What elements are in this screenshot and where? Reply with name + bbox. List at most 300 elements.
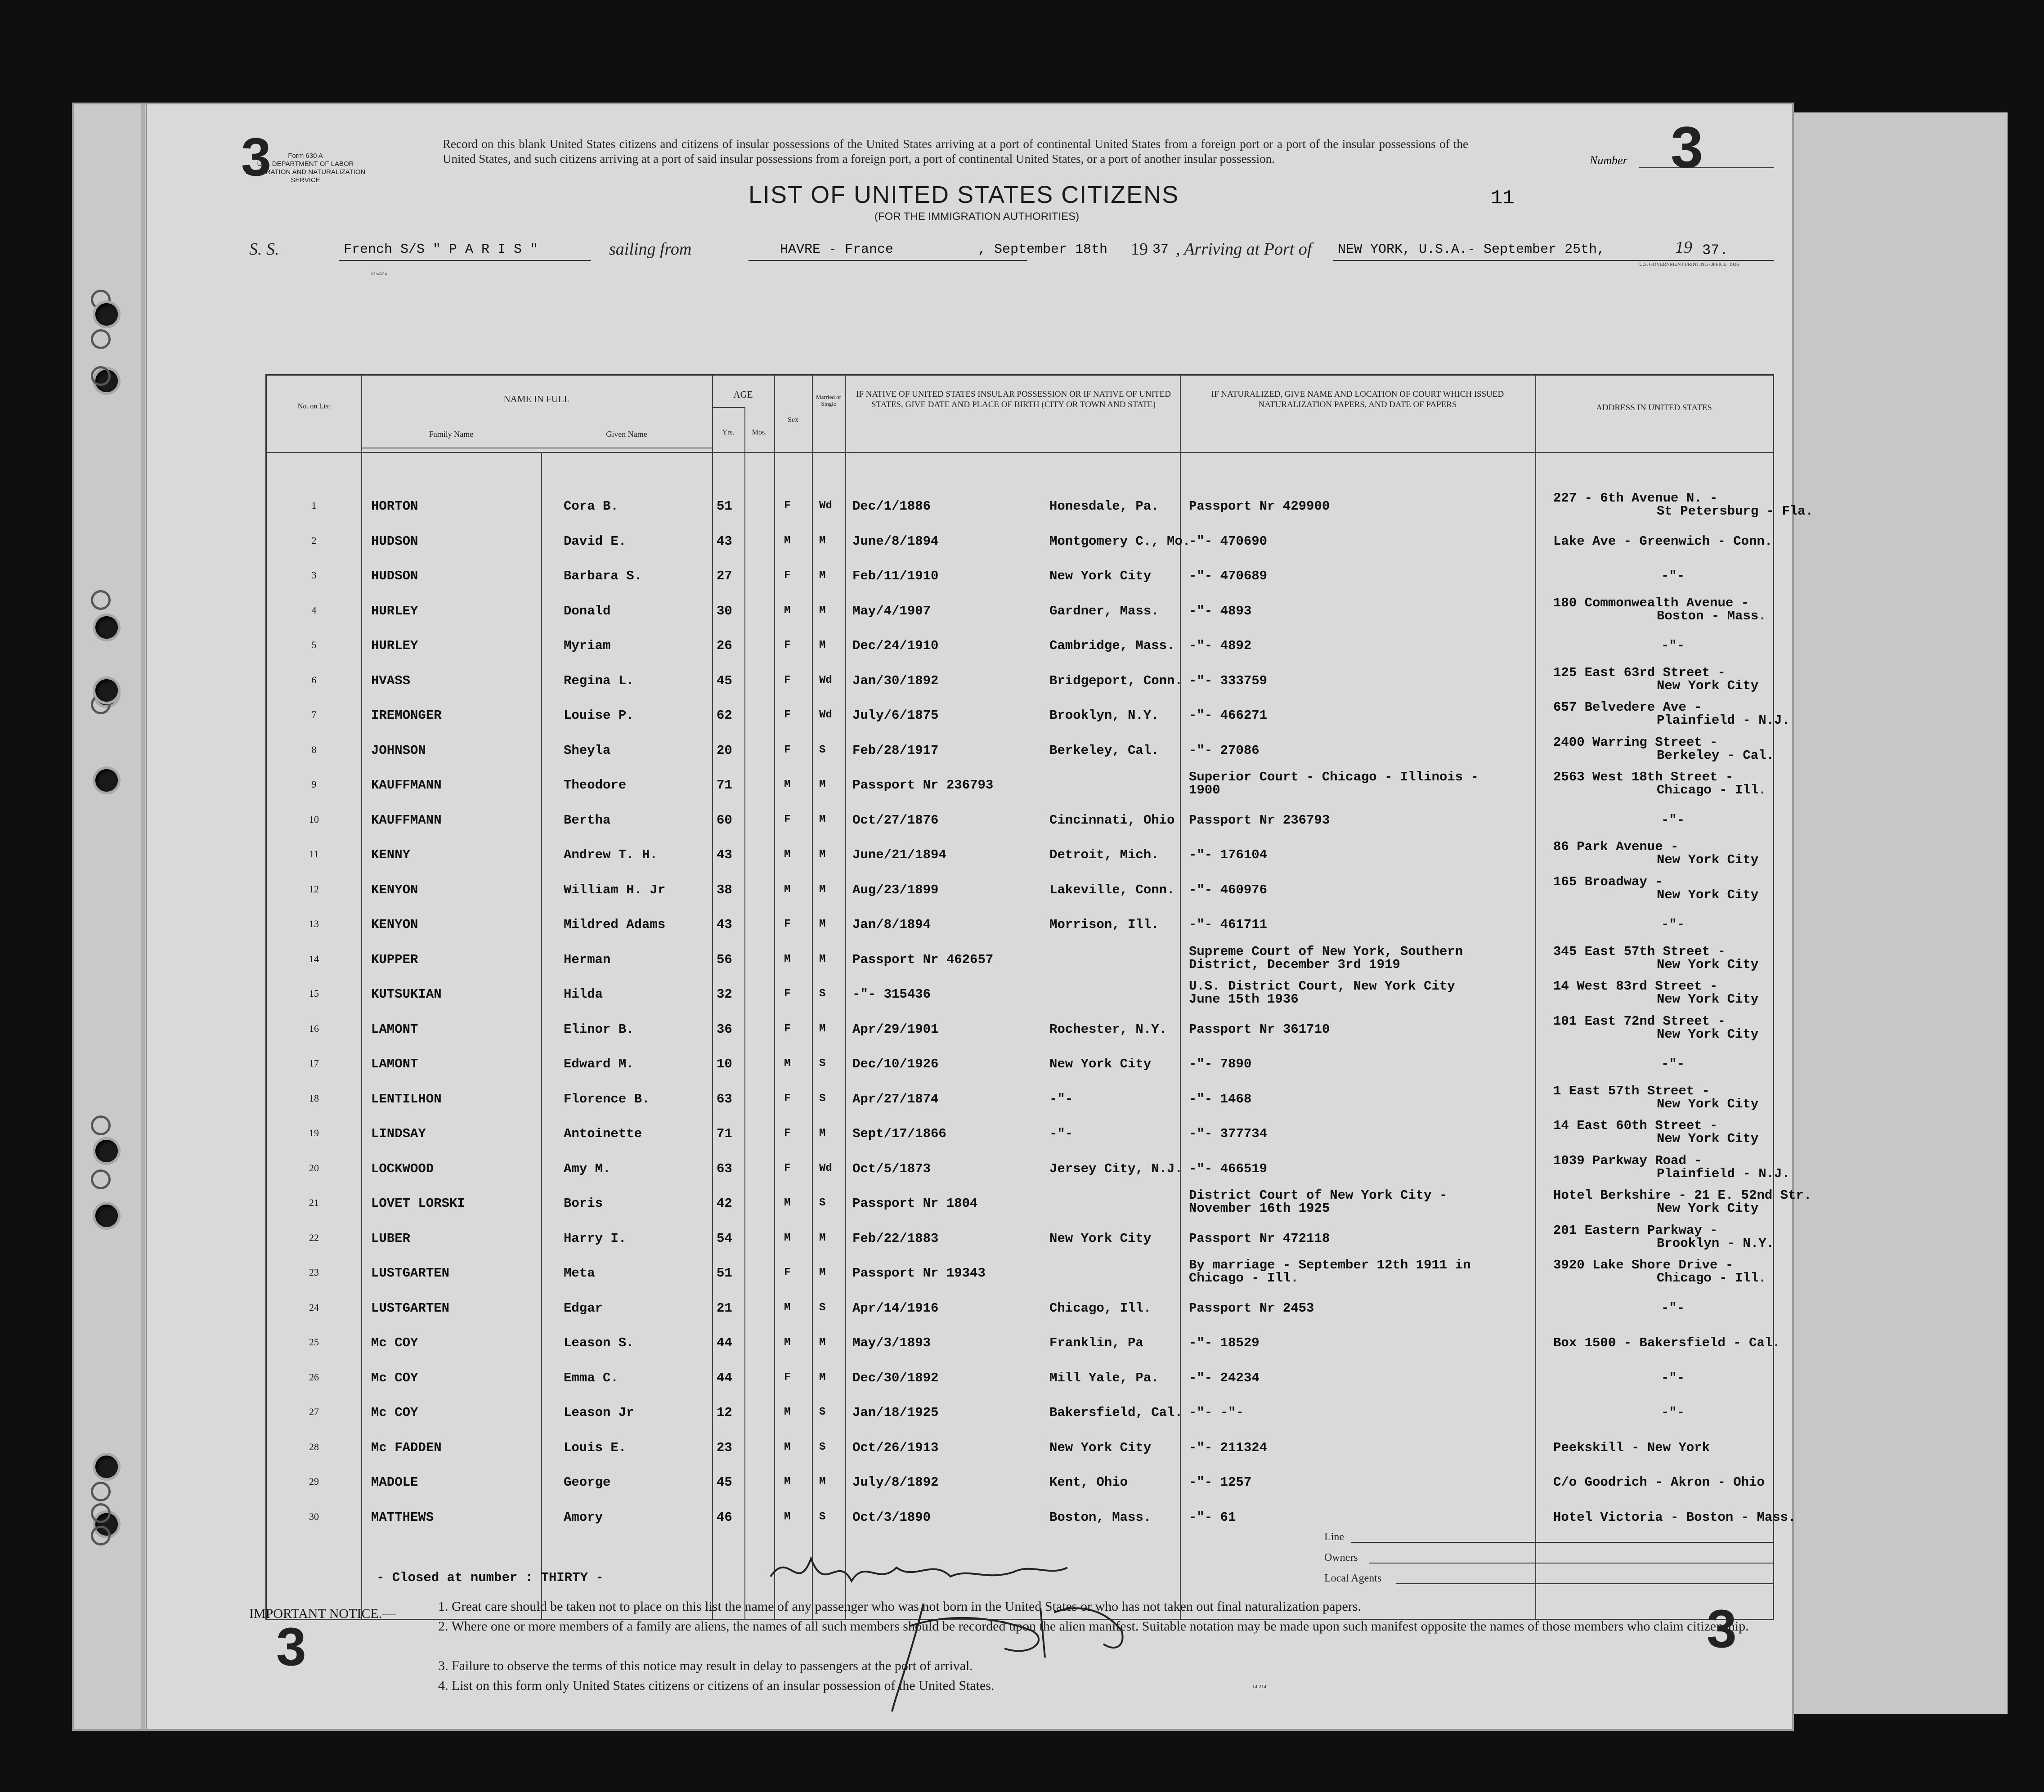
row-number: 28	[309, 1441, 319, 1452]
table-row	[267, 1464, 1773, 1499]
birth-date: July/6/1875	[852, 708, 939, 723]
sex: M	[784, 1057, 791, 1070]
age-years: 60	[717, 812, 732, 828]
us-address	[1553, 840, 1758, 866]
sex: M	[784, 1336, 791, 1348]
naturalization-line-1: Superior Court - Chicago - Illinois -	[1189, 770, 1479, 784]
birth-date: Passport Nr 19343	[852, 1266, 986, 1281]
naturalization-info: -"- 460976	[1189, 882, 1268, 897]
naturalization-info	[1189, 980, 1455, 1006]
row-number: 4	[311, 604, 317, 616]
us-address: Box 1500 - Bakersfield - Cal.	[1553, 1335, 1780, 1350]
us-address	[1553, 492, 1813, 518]
row-number: 3	[311, 569, 317, 581]
naturalization-info: -"- 27086	[1189, 743, 1260, 758]
naturalization-line-2: District, December 3rd 1919	[1189, 957, 1400, 972]
naturalization-line-2: November 16th 1925	[1189, 1201, 1330, 1216]
naturalization-info: -"- 470690	[1189, 533, 1268, 549]
birth-place: Cincinnati, Ohio	[1049, 812, 1175, 828]
table-row	[267, 697, 1790, 732]
marital-status: M	[819, 848, 826, 860]
row-number: 27	[309, 1406, 319, 1417]
table-row	[267, 1429, 1773, 1464]
table-row	[267, 1255, 1773, 1290]
row-number: 2	[311, 534, 317, 546]
birth-place: Boston, Mass.	[1049, 1510, 1152, 1525]
birth-date: Oct/5/1873	[852, 1161, 931, 1176]
address-line-2: St Petersburg - Fla.	[1657, 504, 1814, 519]
page-number: 11	[1491, 187, 1515, 210]
address-line-2: Berkeley - Cal.	[1657, 748, 1775, 763]
us-address: -"-	[1661, 812, 1685, 828]
birth-date: Passport Nr 1804	[852, 1196, 978, 1211]
address-line-1: 227 - 6th Avenue N. -	[1553, 491, 1718, 506]
given-name: Elinor B.	[564, 1021, 634, 1037]
us-address	[1553, 945, 1758, 971]
birth-date: Apr/27/1874	[852, 1091, 939, 1107]
departure-year: 37	[1152, 242, 1169, 257]
us-address: -"-	[1661, 1300, 1685, 1316]
table-row	[267, 627, 1773, 662]
closed-note: - Closed at number : THIRTY -	[377, 1570, 604, 1585]
given-name: Leason S.	[564, 1335, 634, 1350]
naturalization-info: Passport Nr 361710	[1189, 1021, 1330, 1037]
us-address	[1553, 1015, 1758, 1041]
departure-port: HAVRE - France	[780, 242, 894, 257]
address-line-1: 3920 Lake Shore Drive -	[1553, 1258, 1734, 1272]
address-line-1: 2400 Warring Street -	[1553, 735, 1718, 750]
family-name: KENYON	[371, 882, 418, 897]
marital-status: M	[819, 639, 826, 651]
marital-status: M	[819, 1022, 826, 1035]
naturalization-info: -"- 377734	[1189, 1126, 1268, 1141]
address-line-2: Boston - Mass.	[1657, 608, 1766, 623]
birth-date: Apr/29/1901	[852, 1021, 939, 1037]
us-address	[1553, 596, 1766, 623]
birth-date: June/8/1894	[852, 533, 939, 549]
family-name: HUDSON	[371, 533, 418, 549]
binder-ring-icon	[91, 366, 111, 386]
table-row	[267, 1151, 1790, 1185]
marital-status: Wd	[819, 674, 832, 686]
address-line-1: 201 Eastern Parkway -	[1553, 1223, 1718, 1238]
departure-year-prefix: 19	[1131, 240, 1148, 259]
punch-hole-icon	[95, 1140, 118, 1162]
backing-sheet	[1763, 112, 2008, 1714]
marital-status: Wd	[819, 500, 832, 512]
age-years: 71	[717, 1126, 732, 1141]
naturalization-line-1: District Court of New York City -	[1189, 1188, 1448, 1203]
age-years: 10	[717, 1057, 732, 1071]
naturalization-info: -"- 18529	[1189, 1335, 1260, 1350]
table-row	[267, 663, 1773, 697]
given-name: Edward M.	[564, 1057, 634, 1071]
binder-ring-icon	[91, 1503, 111, 1523]
age-years: 42	[717, 1196, 732, 1211]
table-row	[267, 523, 1773, 558]
birth-place: New York City	[1049, 1231, 1152, 1246]
birth-date: Oct/3/1890	[852, 1510, 931, 1525]
binder-ring-icon	[91, 1482, 111, 1501]
naturalization-line-1: Supreme Court of New York, Southern	[1189, 944, 1463, 959]
age-years: 63	[717, 1091, 732, 1107]
marital-status: M	[819, 1232, 826, 1244]
us-address: Hotel Victoria - Boston - Mass.	[1553, 1510, 1796, 1525]
marital-status: M	[819, 1336, 826, 1348]
local-agents-label: Local Agents	[1324, 1572, 1382, 1584]
row-number: 1	[311, 500, 317, 511]
binder-ring-icon	[91, 329, 111, 349]
address-line-2: Plainfield - N.J.	[1657, 713, 1790, 728]
header-age: AGE	[733, 389, 753, 400]
age-years: 21	[717, 1300, 732, 1316]
sheet-number-top-left: 3	[241, 127, 271, 187]
birth-date: Dec/30/1892	[852, 1370, 939, 1385]
birth-date: Jan/18/1925	[852, 1405, 939, 1420]
binding-strip	[74, 104, 147, 1729]
sex: F	[784, 988, 791, 1000]
us-address	[1553, 1154, 1790, 1180]
marital-status: M	[819, 1127, 826, 1139]
form-code-bottom: 14-214	[1252, 1684, 1267, 1689]
table-row	[267, 872, 1773, 906]
address-line-1: 180 Commonwealth Avenue -	[1553, 595, 1749, 610]
family-name: LUBER	[371, 1231, 411, 1246]
naturalization-info: -"- 466519	[1189, 1161, 1268, 1176]
family-name: Mc COY	[371, 1370, 418, 1385]
naturalization-line-2: June 15th 1936	[1189, 992, 1299, 1007]
naturalization-line-2: 1900	[1189, 783, 1220, 797]
birth-date: June/21/1894	[852, 847, 946, 862]
given-name: Harry I.	[564, 1231, 627, 1246]
marital-status: S	[819, 1301, 826, 1314]
header-name-in-full: NAME IN FULL	[503, 394, 570, 404]
table-row	[267, 976, 1773, 1011]
marital-status: M	[819, 918, 826, 930]
arriving-label: , Arriving at Port of	[1176, 240, 1312, 259]
manifest-table	[265, 374, 1814, 1620]
sex: F	[784, 639, 791, 651]
birth-date: -"- 315436	[852, 987, 931, 1002]
birth-date: May/4/1907	[852, 603, 931, 618]
given-name: David E.	[564, 533, 627, 549]
given-name: Bertha	[564, 812, 611, 828]
marital-status: M	[819, 1267, 826, 1279]
birth-place: Bakersfield, Cal.	[1049, 1405, 1183, 1420]
birth-date: Dec/1/1886	[852, 499, 931, 514]
table-row	[267, 1185, 1812, 1220]
family-name: MATTHEWS	[371, 1510, 434, 1525]
departure-date: , September 18th	[978, 242, 1108, 257]
age-years: 56	[717, 952, 732, 967]
row-number: 13	[309, 918, 319, 929]
us-address: Lake Ave - Greenwich - Conn.	[1553, 533, 1773, 549]
marital-status: S	[819, 988, 826, 1000]
marital-status: M	[819, 1476, 826, 1488]
sex: M	[784, 1232, 791, 1244]
address-line-2: Plainfield - N.J.	[1657, 1166, 1790, 1181]
family-name: LUSTGARTEN	[371, 1300, 450, 1316]
birth-place: -"-	[1049, 1091, 1073, 1107]
naturalization-line-2: Chicago - Ill.	[1189, 1271, 1299, 1286]
given-name: Edgar	[564, 1300, 603, 1316]
family-name: MADOLE	[371, 1475, 418, 1490]
row-number: 22	[309, 1232, 319, 1243]
given-name: Regina L.	[564, 673, 634, 688]
birth-place: Mill Yale, Pa.	[1049, 1370, 1159, 1385]
birth-place: Brooklyn, N.Y.	[1049, 708, 1159, 723]
birth-place: Cambridge, Mass.	[1049, 638, 1175, 653]
row-number: 21	[309, 1197, 319, 1208]
age-years: 44	[717, 1335, 732, 1350]
row-number: 11	[309, 848, 319, 860]
birth-date: Oct/27/1876	[852, 812, 939, 828]
us-address: -"-	[1661, 1370, 1685, 1385]
age-years: 27	[717, 569, 732, 583]
address-line-2: New York City	[1657, 1096, 1759, 1111]
sailing-label: sailing from	[609, 240, 692, 259]
table-row	[267, 1360, 1773, 1394]
age-years: 43	[717, 533, 732, 549]
sex: F	[784, 1267, 791, 1279]
naturalization-info: -"- 333759	[1189, 673, 1268, 688]
family-name: KUPPER	[371, 952, 418, 967]
address-line-1: 125 East 63rd Street -	[1553, 665, 1726, 680]
age-years: 26	[717, 638, 732, 653]
header-married: Married or Single	[816, 394, 841, 407]
sex: M	[784, 848, 791, 860]
birth-place: Morrison, Ill.	[1049, 917, 1159, 932]
sheet-number-bottom-right: 3	[1707, 1599, 1737, 1659]
header-birth: IF NATIVE OF UNITED STATES INSULAR POSSESSION OR IF NATIVE OF UNITED STATES, GIVE DATE AND PLACE OF BIRTH (CITY OR TOWN AND STATE)	[856, 390, 1171, 409]
birth-place: New York City	[1049, 1057, 1152, 1071]
sex: F	[784, 674, 791, 686]
arrival-underline	[1333, 260, 1774, 261]
naturalization-info: Passport Nr 2453	[1189, 1300, 1314, 1316]
address-line-2: Chicago - Ill.	[1657, 783, 1766, 797]
birth-date: Jan/30/1892	[852, 673, 939, 688]
sex: M	[784, 1406, 791, 1418]
table-row	[267, 941, 1773, 976]
family-name: HURLEY	[371, 638, 418, 653]
number-label: Number	[1590, 154, 1627, 167]
row-number: 26	[309, 1371, 319, 1383]
naturalization-info: Passport Nr 472118	[1189, 1231, 1330, 1246]
birth-place: Franklin, Pa	[1049, 1335, 1143, 1350]
sex: M	[784, 953, 791, 965]
sex: F	[784, 1371, 791, 1384]
given-name: Louis E.	[564, 1440, 627, 1455]
birth-date: Oct/26/1913	[852, 1440, 939, 1455]
marital-status: M	[819, 1371, 826, 1384]
family-name: LOVET LORSKI	[371, 1196, 465, 1211]
age-years: 51	[717, 499, 732, 514]
given-name: Herman	[564, 952, 611, 967]
arrival-year: 37.	[1702, 242, 1728, 259]
binding-edge	[141, 104, 145, 1729]
row-number: 29	[309, 1476, 319, 1487]
row-number: 20	[309, 1162, 319, 1174]
address-line-2: New York City	[1657, 887, 1759, 902]
naturalization-info: -"- 1468	[1189, 1091, 1252, 1107]
header-sex: Sex	[788, 416, 798, 424]
manifest-page	[72, 103, 1814, 1731]
header-family-name: Family Name	[429, 430, 474, 439]
owners-label: Owners	[1324, 1552, 1358, 1564]
sex: F	[784, 1127, 791, 1139]
address-line-1: 165 Broadway -	[1553, 874, 1663, 889]
notice-item-3: 3. Failure to observe the terms of this notice may result in delay to passengers at the port of arrival.	[438, 1658, 973, 1673]
table-row	[267, 906, 1773, 941]
birth-place: New York City	[1049, 569, 1152, 583]
age-years: 38	[717, 882, 732, 897]
naturalization-info	[1189, 771, 1479, 797]
binder-ring-icon	[91, 1116, 111, 1135]
binder-ring-icon	[91, 590, 111, 610]
birth-place: Gardner, Mass.	[1049, 603, 1159, 618]
given-name: Andrew T. H.	[564, 847, 658, 862]
us-address	[1553, 771, 1766, 797]
address-line-1: 14 West 83rd Street -	[1553, 979, 1718, 994]
ship-underline	[339, 260, 591, 261]
age-years: 63	[717, 1161, 732, 1176]
age-years: 46	[717, 1510, 732, 1525]
address-line-2: New York City	[1657, 678, 1759, 693]
age-years: 71	[717, 778, 732, 793]
birth-place: Jersey City, N.J.	[1049, 1161, 1183, 1176]
naturalization-info: -"- 470689	[1189, 569, 1268, 583]
family-name: LAMONT	[371, 1021, 418, 1037]
header-bottom-line	[267, 452, 1773, 453]
age-years: 45	[717, 1475, 732, 1490]
family-name: HURLEY	[371, 603, 418, 618]
punch-hole-icon	[95, 769, 118, 792]
given-name: George	[564, 1475, 611, 1490]
birth-date: Feb/22/1883	[852, 1231, 939, 1246]
table-row	[267, 767, 1773, 802]
family-name: LAMONT	[371, 1057, 418, 1071]
header-given-name: Given Name	[606, 430, 647, 439]
marital-status: S	[819, 1057, 826, 1070]
age-years: 43	[717, 847, 732, 862]
line-underline	[1351, 1542, 1774, 1543]
given-name: Myriam	[564, 638, 611, 653]
header-years: Yrs.	[722, 429, 735, 436]
age-years: 45	[717, 673, 732, 688]
given-name: William H. Jr	[564, 882, 666, 897]
sex: M	[784, 883, 791, 896]
given-name: Emma C.	[564, 1370, 619, 1385]
form-code-top: 14-214a	[371, 271, 387, 276]
us-address	[1553, 1224, 1774, 1250]
department-block	[231, 152, 380, 184]
marital-status: Wd	[819, 1162, 832, 1174]
table-row	[267, 1046, 1773, 1080]
table-row	[267, 1325, 1780, 1359]
naturalization-line-1: U.S. District Court, New York City	[1189, 979, 1455, 994]
us-address: -"-	[1661, 638, 1685, 653]
marital-status: S	[819, 1510, 826, 1523]
family-name: LINDSAY	[371, 1126, 426, 1141]
birth-date: Sept/17/1866	[852, 1126, 946, 1141]
birth-date: Dec/24/1910	[852, 638, 939, 653]
naturalization-info: -"- 4893	[1189, 603, 1252, 618]
row-number: 5	[311, 639, 317, 650]
family-name: LUSTGARTEN	[371, 1266, 450, 1281]
us-address: -"-	[1661, 917, 1685, 932]
arrival-port-date: NEW YORK, U.S.A.- September 25th,	[1338, 242, 1605, 257]
birth-place: Berkeley, Cal.	[1049, 743, 1159, 758]
age-years: 62	[717, 708, 732, 723]
table-row	[267, 1394, 1773, 1429]
family-name: HVASS	[371, 673, 411, 688]
given-name: Amory	[564, 1510, 603, 1525]
row-number: 14	[309, 953, 319, 964]
naturalization-info: -"- 176104	[1189, 847, 1268, 862]
sex: M	[784, 604, 791, 617]
age-subheader-line	[712, 407, 744, 408]
notice-item-1: 1. Great care should be taken not to place on this list the name of any passenger who was not born in the United States or who has not taken out final naturalization papers.	[438, 1599, 1361, 1614]
birth-place: Kent, Ohio	[1049, 1475, 1128, 1490]
age-years: 54	[717, 1231, 732, 1246]
birth-date: Aug/23/1899	[852, 882, 939, 897]
given-name: Donald	[564, 603, 611, 618]
us-address	[1553, 875, 1758, 901]
family-name: Mc COY	[371, 1405, 418, 1420]
marital-status: S	[819, 1092, 826, 1105]
marital-status: M	[819, 883, 826, 896]
list-subtitle: (FOR THE IMMIGRATION AUTHORITIES)	[874, 211, 1080, 223]
row-number: 6	[311, 674, 317, 685]
naturalization-info: Passport Nr 236793	[1189, 812, 1330, 828]
service-name: IMMIGRATION AND NATURALIZATION SERVICE	[245, 168, 366, 184]
table-row	[267, 1220, 1773, 1255]
punch-hole-icon	[95, 679, 118, 702]
table-row	[267, 1499, 1796, 1534]
binder-ring-icon	[91, 1526, 111, 1546]
age-years: 20	[717, 743, 732, 758]
naturalization-info: -"- -"-	[1189, 1405, 1244, 1420]
us-address: -"-	[1661, 569, 1685, 583]
address-line-1: 14 East 60th Street -	[1553, 1118, 1718, 1133]
address-line-1: 345 East 57th Street -	[1553, 944, 1726, 959]
row-number: 19	[309, 1127, 319, 1138]
age-years: 44	[717, 1370, 732, 1385]
agents-underline	[1396, 1583, 1774, 1584]
table-row	[267, 732, 1773, 767]
naturalization-info: -"- 24234	[1189, 1370, 1260, 1385]
owners-underline	[1369, 1563, 1774, 1564]
notice-item-4: 4. List on this form only United States citizens or citizens of an insular possession of the United States.	[438, 1678, 995, 1693]
us-address: Peekskill - New York	[1553, 1440, 1710, 1455]
sheet-number-top-right: 3	[1671, 114, 1703, 180]
arrival-year-prefix: 19	[1675, 238, 1692, 257]
birth-place: Honesdale, Pa.	[1049, 499, 1159, 514]
address-line-2: Chicago - Ill.	[1657, 1271, 1766, 1286]
us-address	[1553, 1119, 1758, 1145]
marital-status: M	[819, 569, 826, 582]
sex: F	[784, 813, 791, 826]
family-name: HORTON	[371, 499, 418, 514]
given-name: Boris	[564, 1196, 603, 1211]
row-number: 30	[309, 1510, 319, 1522]
family-name: LENTILHON	[371, 1091, 442, 1107]
row-number: 8	[311, 744, 317, 755]
sex: M	[784, 779, 791, 791]
row-number: 7	[311, 709, 317, 720]
address-line-2: New York City	[1657, 1201, 1759, 1216]
birth-date: May/3/1893	[852, 1335, 931, 1350]
